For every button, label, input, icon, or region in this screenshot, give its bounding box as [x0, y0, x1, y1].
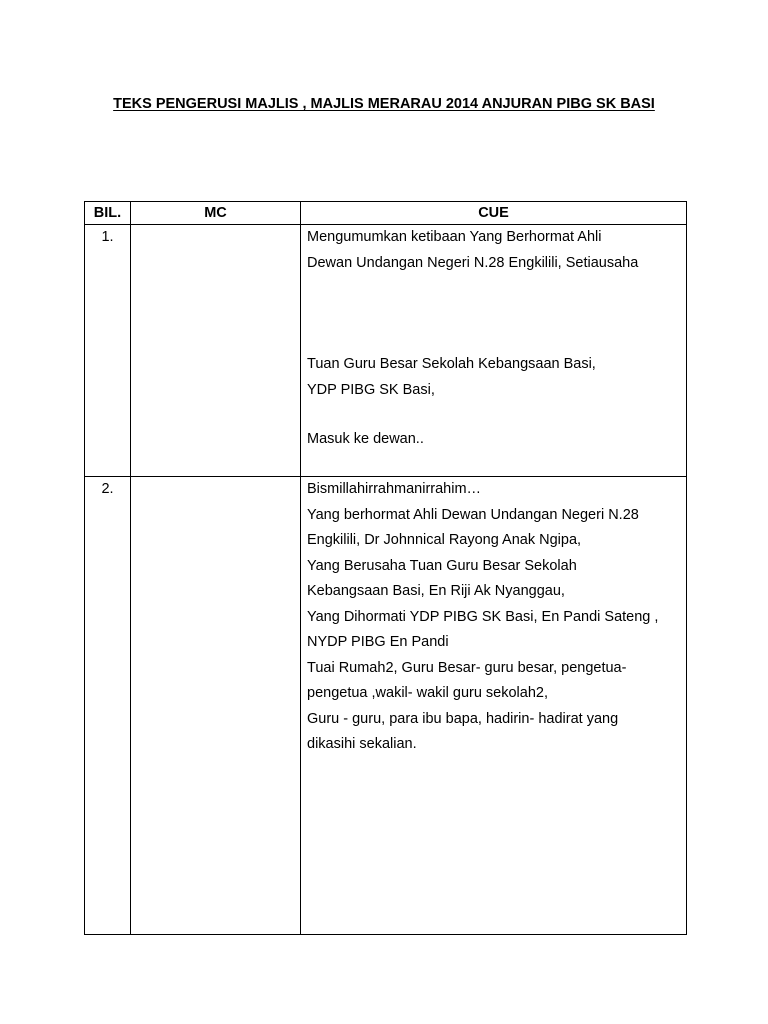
cue-line: Engkilili, Dr Johnnical Rayong Anak Ngipa,: [307, 532, 582, 548]
cue-line: Tuai Rumah2, Guru Besar- guru besar, pengetua-: [307, 659, 627, 676]
cue-line: pengetua ,wakil- wakil guru sekolah2,: [307, 685, 548, 701]
cue-cell: [301, 225, 687, 477]
table-row: [85, 225, 687, 477]
row-number: 1.: [85, 225, 131, 477]
cue-line: YDP PIBG SK Basi,: [307, 381, 435, 398]
header-bil: BIL.: [85, 202, 131, 225]
cue-line: Guru - guru, para ibu bapa, hadirin- hadirat yang: [307, 710, 619, 727]
cue-line: dikasihi sekalian.: [307, 736, 417, 752]
cue-line: Kebangsaan Basi, En Riji Ak Nyanggau,: [307, 583, 565, 599]
cue-line: Dewan Undangan Negeri N.28 Engkilili, Setiausaha: [307, 254, 639, 271]
cue-line: Bismillahirrahmanirrahim…: [307, 481, 482, 497]
cue-line: Yang Berusaha Tuan Guru Besar Sekolah: [307, 557, 577, 574]
document-title: [0, 94, 768, 114]
cue-cell: [301, 477, 687, 935]
mc-cue-table: [84, 201, 687, 935]
cue-line: Masuk ke dewan..: [307, 431, 424, 447]
cue-line: Mengumumkan ketibaan Yang Berhormat Ahli: [307, 229, 602, 245]
header-mc: MC: [131, 202, 301, 225]
mc-cell: [131, 225, 301, 477]
mc-cell: [131, 477, 301, 935]
table-header-row: [85, 202, 687, 225]
row-number: 2.: [85, 477, 131, 935]
cue-line: Yang Dihormati YDP PIBG SK Basi, En Pandi Sateng ,: [307, 608, 659, 625]
cue-line: NYDP PIBG En Pandi: [307, 634, 449, 650]
cue-line: Yang berhormat Ahli Dewan Undangan Negeri N.28: [307, 506, 639, 523]
table-row: [85, 477, 687, 935]
header-cue: CUE: [301, 202, 687, 225]
cue-line: Tuan Guru Besar Sekolah Kebangsaan Basi,: [307, 356, 596, 372]
document-title-text: TEKS PENGERUSI MAJLIS , MAJLIS MERARAU 2014 ANJURAN PIBG SK BASI: [113, 96, 655, 112]
